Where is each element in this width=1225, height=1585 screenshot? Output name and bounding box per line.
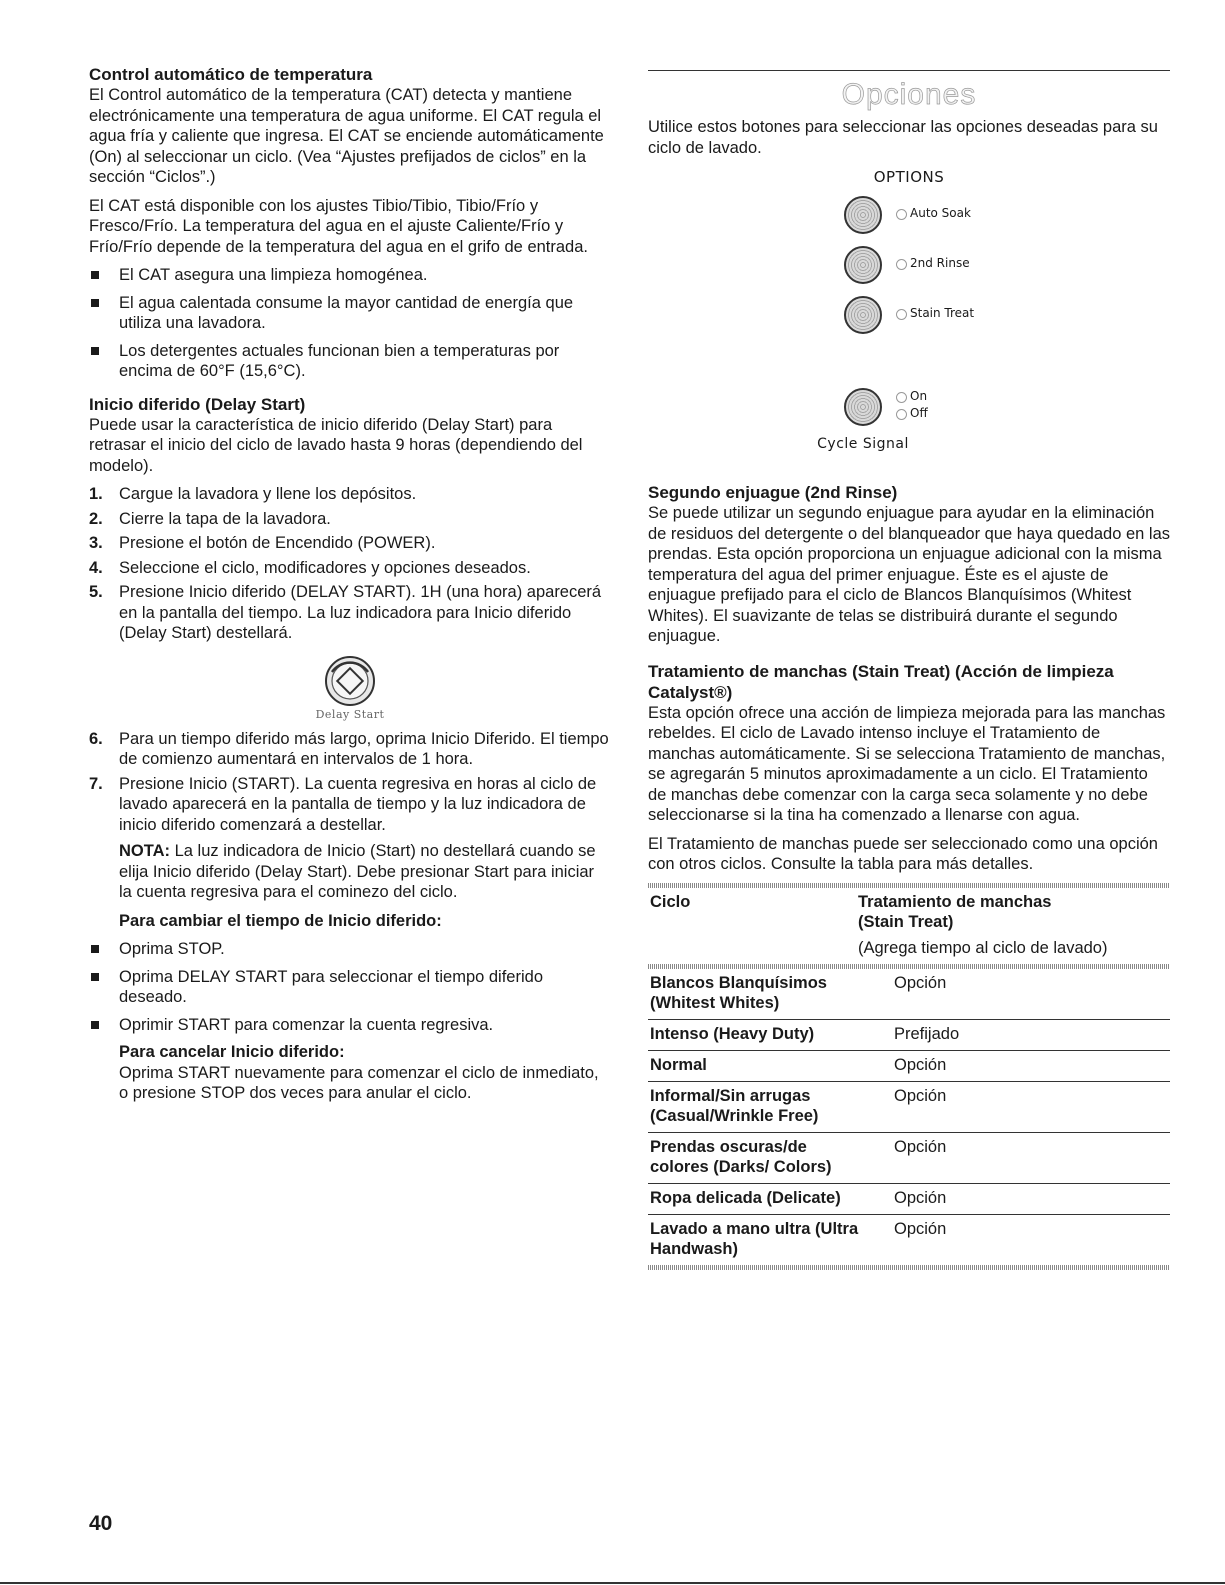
signal-off-label: Off xyxy=(910,406,928,420)
stain-treat-label: Stain Treat xyxy=(910,306,975,320)
delay-heading: Inicio diferido (Delay Start) xyxy=(89,394,306,414)
delay-intro: Puede usar la característica de inicio diferido (Delay Start) para retrasar el inicio del ciclo de lavado hasta 9 horas (dependiendo del modelo). xyxy=(89,415,583,475)
cancel-delay-text: Oprima START nuevamente para comenzar el ciclo de inmediato, o presione STOP dos veces para anular el ciclo. xyxy=(119,1063,599,1102)
cycle-signal-option xyxy=(648,388,1170,458)
list-item: El CAT asegura una limpieza homogénea. xyxy=(89,265,611,286)
table-row: Prendas oscuras/de colores (Darks/ Colors) Opción xyxy=(648,1132,1170,1183)
signal-on-indicator-icon xyxy=(896,392,907,403)
stain-treat-heading: Tratamiento de manchas (Stain Treat) (Acción de limpieza Catalyst®) xyxy=(648,661,1114,702)
page-bottom-rule xyxy=(0,1582,1225,1584)
bullet-square-icon xyxy=(91,299,99,307)
delay-steps xyxy=(89,484,611,644)
second-rinse-label: 2nd Rinse xyxy=(910,256,970,270)
stain-treat-indicator-icon xyxy=(896,309,907,320)
list-item: Oprima STOP. xyxy=(89,939,611,960)
stain-treat-paragraph-2: El Tratamiento de manchas puede ser seleccionado como una opción con otros ciclos. Consulte la tabla para más detalles. xyxy=(648,834,1158,873)
bullet-square-icon xyxy=(91,271,99,279)
options-title: Opciones xyxy=(841,78,977,111)
cycle-signal-button[interactable] xyxy=(844,388,882,426)
list-item: 3. Presione el botón de Encendido (POWER). xyxy=(89,534,436,552)
list-item: 5. Presione Inicio diferido (DELAY START). 1H (una hora) aparecerá en la pantalla del tiempo. La luz indicadora para Inicio diferido (Delay Start) destellará. xyxy=(89,583,602,642)
stain-treat-paragraph-1: Esta opción ofrece una acción de limpieza mejorada para las manchas rebeldes. El ciclo de Lavado intenso incluye el Tratamiento de manchas automáticamente. Si se selecciona Tratamiento de manchas, se agregarán 5 minutos aproximadamente a un ciclo. El Tratamiento de manchas debe comenzar con la carga seca solamente y no debe seleccionarse si la tina ha comenzado a llenarse con agua. xyxy=(648,703,1166,824)
auto-soak-button[interactable] xyxy=(844,196,882,234)
auto-soak-label: Auto Soak xyxy=(910,206,971,220)
options-panel-label: OPTIONS xyxy=(873,168,945,186)
options-intro: Utilice estos botones para seleccionar las opciones deseadas para su ciclo de lavado. xyxy=(648,118,1158,157)
table-row: Ropa delicada (Delicate) Opción xyxy=(648,1183,1170,1214)
second-rinse-text: Se puede utilizar un segundo enjuague para ayudar en la eliminación de residuos del detergente o del blanqueador que haya quedado en las prendas. Esta opción proporciona un enjuague adicional con la misma temperatura del agua del primer enjuague. Éste es el ajuste de enjuague prefijado para el ciclo de Blancos Blanquísimos (Whitest Whites). El suavizante de telas se distribuirá durante el segundo enjuague. xyxy=(648,504,1170,645)
bullet-square-icon xyxy=(91,347,99,355)
delay-start-button-icon xyxy=(320,652,380,708)
table-row: Normal Opción xyxy=(648,1050,1170,1081)
list-item: Los detergentes actuales funcionan bien a temperaturas por encima de 60°F (15,6°C). xyxy=(89,341,611,382)
cycle-signal-label: Cycle Signal xyxy=(817,436,909,452)
change-delay-heading: Para cambiar el tiempo de Inicio diferido: xyxy=(119,911,442,930)
delay-note: NOTA: La luz indicadora de Inicio (Start) no destellará cuando se elija Inicio diferido (Delay Start). Debe presionar Start para iniciar la cuenta regresiva para el cominezo del ciclo. xyxy=(119,842,596,901)
bullet-square-icon xyxy=(91,973,99,981)
table-header-row xyxy=(648,888,1170,964)
options-panel xyxy=(648,168,1170,468)
cat-paragraph-1: El Control automático de la temperatura (CAT) detecta y mantiene electrónicamente una temperatura de agua uniforme. El CAT regula el agua fría y caliente que ingresa. El CAT se enciende automáticamente (On) al seleccionar un ciclo. (Vea “Ajustes prefijados de ciclos” en la sección “Ciclos”.) xyxy=(89,86,604,186)
list-item: 4. Seleccione el ciclo, modificadores y opciones deseados. xyxy=(89,558,531,577)
signal-off-indicator-icon xyxy=(896,409,907,420)
bullet-square-icon xyxy=(91,1021,99,1029)
list-item: Oprima DELAY START para seleccionar el tiempo diferido deseado. xyxy=(89,967,611,1008)
auto-soak-option xyxy=(648,196,1170,246)
delay-start-caption: Delay Start xyxy=(315,707,385,721)
stain-treat-table xyxy=(648,888,1170,964)
stain-treat-button[interactable] xyxy=(844,296,882,334)
table-row: Blancos Blanquísimos (Whitest Whites) Opción xyxy=(650,973,947,1012)
column-header-stain-treat: Tratamiento de manchas (Stain Treat) (Agrega tiempo al ciclo de lavado) xyxy=(858,892,1108,957)
second-rinse-heading: Segundo enjuague (2nd Rinse) xyxy=(648,483,898,502)
bullet-square-icon xyxy=(91,945,99,953)
table-bottom-border xyxy=(648,1265,1170,1270)
delay-steps-continued xyxy=(89,729,611,836)
list-item: Oprimir START para comenzar la cuenta regresiva. xyxy=(89,1015,611,1036)
stain-treat-table-body xyxy=(648,969,1170,1265)
list-item: 7. Presione Inicio (START). La cuenta regresiva en horas al ciclo de lavado aparecerá en la pantalla de tiempo y la luz indicadora de inicio diferido comenzará a destellar. xyxy=(89,774,597,834)
stain-treat-option xyxy=(648,296,1170,346)
left-column xyxy=(89,64,611,1112)
list-item: 2. Cierre la tapa de la lavadora. xyxy=(89,509,331,528)
right-column xyxy=(648,70,1170,1270)
cancel-delay-heading: Para cancelar Inicio diferido: xyxy=(119,1043,345,1061)
second-rinse-option xyxy=(648,246,1170,296)
cat-paragraph-2: El CAT está disponible con los ajustes Tibio/Tibio, Tibio/Frío y Fresco/Frío. La temperatura del agua en el ajuste Caliente/Frío y Frío/Frío depende de la temperatura del agua en el grifo de entrada. xyxy=(89,196,588,256)
list-item: 6. Para un tiempo diferido más largo, oprima Inicio Diferido. El tiempo de comienzo aumentará en intervalos de 1 hora. xyxy=(89,729,609,768)
table-row: Intenso (Heavy Duty) Prefijado xyxy=(648,1019,1170,1050)
auto-soak-indicator-icon xyxy=(896,209,907,220)
cat-bullet-list xyxy=(89,265,611,382)
page-number: 40 xyxy=(89,1512,113,1535)
second-rinse-indicator-icon xyxy=(896,259,907,270)
delay-start-figure xyxy=(89,652,611,721)
section-rule xyxy=(648,70,1170,71)
column-header-cycle: Ciclo xyxy=(650,892,691,911)
second-rinse-button[interactable] xyxy=(844,246,882,284)
table-row: Lavado a mano ultra (Ultra Handwash) Opción xyxy=(648,1214,1170,1265)
list-item: El agua calentada consume la mayor cantidad de energía que utiliza una lavadora. xyxy=(89,293,611,334)
table-row: Informal/Sin arrugas (Casual/Wrinkle Free) Opción xyxy=(648,1081,1170,1132)
cat-heading: Control automático de temperatura xyxy=(89,65,373,84)
change-delay-list xyxy=(89,939,611,1035)
signal-on-label: On xyxy=(910,389,928,403)
list-item: 1. Cargue la lavadora y llene los depósitos. xyxy=(89,485,417,503)
